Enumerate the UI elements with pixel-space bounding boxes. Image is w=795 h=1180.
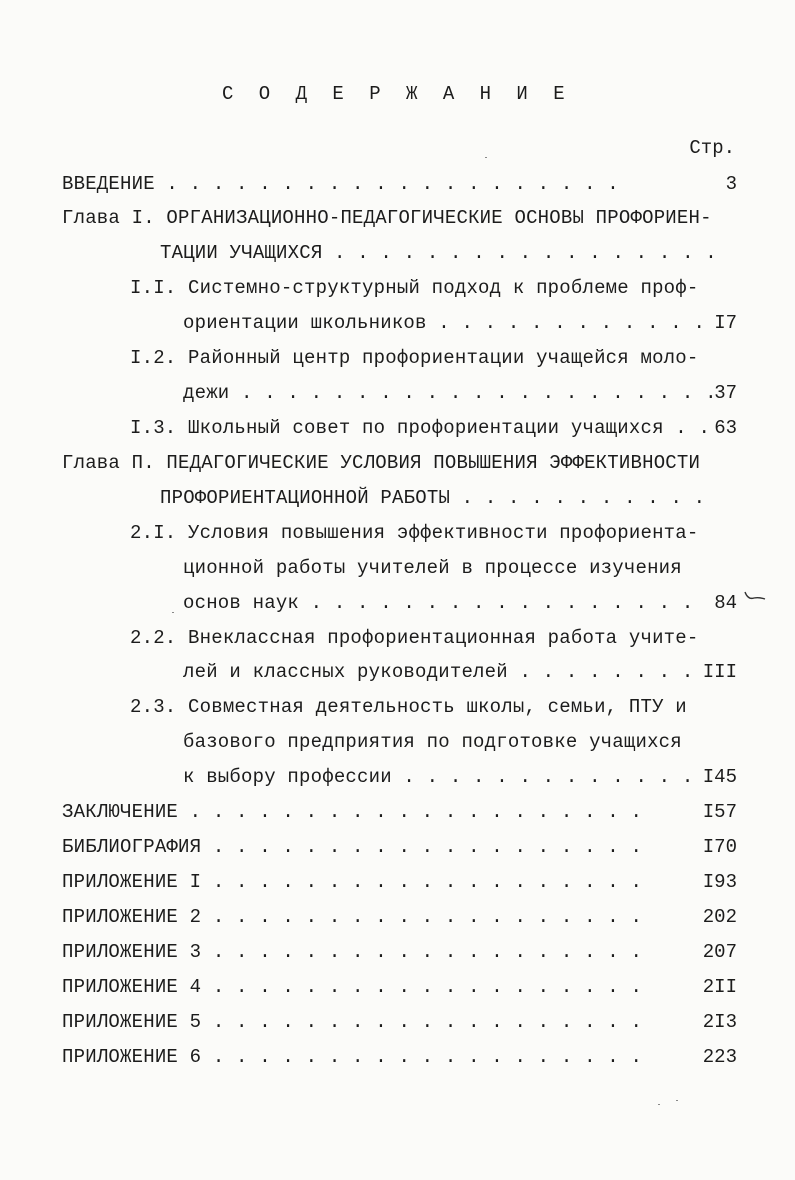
toc-entry-section-2-1-cont: ционной работы учителей в процессе изучения (183, 557, 682, 579)
toc-page-number: 2I3 (702, 1011, 737, 1033)
toc-entry-appendix-1: ПРИЛОЖЕНИЕ I . . . . . . . . . . . . . . . . . . . (62, 871, 643, 893)
toc-entry-section-1-2: I.2. Районный центр профориентации учащейся моло- (130, 347, 699, 369)
toc-page-number: I45 (702, 766, 737, 788)
toc-entry-chapter-1-cont: ТАЦИИ УЧАЩИХСЯ . . . . . . . . . . . . . . . . . (160, 242, 717, 264)
toc-entry-chapter-2-cont: ПРОФОРИЕНТАЦИОННОЙ РАБОТЫ . . . . . . . . . . . (160, 487, 706, 509)
toc-entry-section-2-1: 2.I. Условия повышения эффективности профориента- (130, 522, 699, 544)
toc-page-number: 202 (702, 906, 737, 928)
page-column-label: Стр. (689, 137, 735, 159)
toc-entry-section-1-1: I.I. Системно-структурный подход к проблеме проф- (130, 277, 699, 299)
pencil-mark-icon (744, 590, 766, 604)
toc-entry-conclusion: ЗАКЛЮЧЕНИЕ . . . . . . . . . . . . . . . . . . . . (62, 801, 643, 823)
page-title: С О Д Е Р Ж А Н И Е (222, 83, 572, 105)
toc-page-number: 63 (714, 417, 737, 439)
toc-entry-section-2-2-cont: лей и классных руководителей . . . . . . . . (183, 661, 694, 683)
toc-page-number: III (702, 661, 737, 683)
toc-entry-appendix-4: ПРИЛОЖЕНИЕ 4 . . . . . . . . . . . . . . . . . . . (62, 976, 643, 998)
toc-entry-section-2-1-cont: основ наук . . . . . . . . . . . . . . . . . (183, 592, 694, 614)
toc-entry-bibliography: БИБЛИОГРАФИЯ . . . . . . . . . . . . . . . . . . . (62, 836, 643, 858)
toc-entry-section-2-2: 2.2. Внеклассная профориентационная работа учите- (130, 627, 699, 649)
toc-page-number: 207 (702, 941, 737, 963)
toc-entry-appendix-5: ПРИЛОЖЕНИЕ 5 . . . . . . . . . . . . . . . . . . . (62, 1011, 643, 1033)
toc-entry-section-1-2-cont: дежи . . . . . . . . . . . . . . . . . . . . . (183, 382, 717, 404)
toc-page-number: 223 (702, 1046, 737, 1068)
toc-page-number: 3 (725, 173, 737, 195)
toc-entry-chapter-2: Глава П. ПЕДАГОГИЧЕСКИЕ УСЛОВИЯ ПОВЫШЕНИЯ ЭФФЕКТИВНОСТИ (62, 452, 701, 474)
toc-entry-section-2-3: 2.3. Совместная деятельность школы, семьи, ПТУ и (130, 696, 687, 718)
toc-entry-section-2-3-cont: базового предприятия по подготовке учащихся (183, 731, 682, 753)
scan-speck (658, 1104, 660, 1105)
toc-entry-appendix-3: ПРИЛОЖЕНИЕ 3 . . . . . . . . . . . . . . . . . . . (62, 941, 643, 963)
toc-page-number: I70 (702, 836, 737, 858)
scan-speck (172, 612, 174, 613)
scan-speck (676, 1100, 678, 1101)
toc-entry-section-1-1-cont: ориентации школьников . . . . . . . . . . . . (183, 312, 706, 334)
toc-page-number: 37 (714, 382, 737, 404)
toc-page-number: I7 (714, 312, 737, 334)
toc-page-number: 84 (714, 592, 737, 614)
toc-entry-section-2-3-cont: к выбору профессии . . . . . . . . . . . . . (183, 766, 694, 788)
toc-entry-appendix-6: ПРИЛОЖЕНИЕ 6 . . . . . . . . . . . . . . . . . . . (62, 1046, 643, 1068)
scan-speck (485, 157, 487, 158)
toc-entry-chapter-1: Глава I. ОРГАНИЗАЦИОННО-ПЕДАГОГИЧЕСКИЕ ОСНОВЫ ПРОФОРИЕН- (62, 207, 712, 229)
toc-page-number: 2II (702, 976, 737, 998)
toc-page-number: I57 (702, 801, 737, 823)
toc-page-number: I93 (702, 871, 737, 893)
toc-entry-appendix-2: ПРИЛОЖЕНИЕ 2 . . . . . . . . . . . . . . . . . . . (62, 906, 643, 928)
toc-entry-section-1-3: I.3. Школьный совет по профориентации учащихся . . (130, 417, 711, 439)
toc-entry-introduction: ВВЕДЕНИЕ . . . . . . . . . . . . . . . . . . . . (62, 173, 619, 195)
